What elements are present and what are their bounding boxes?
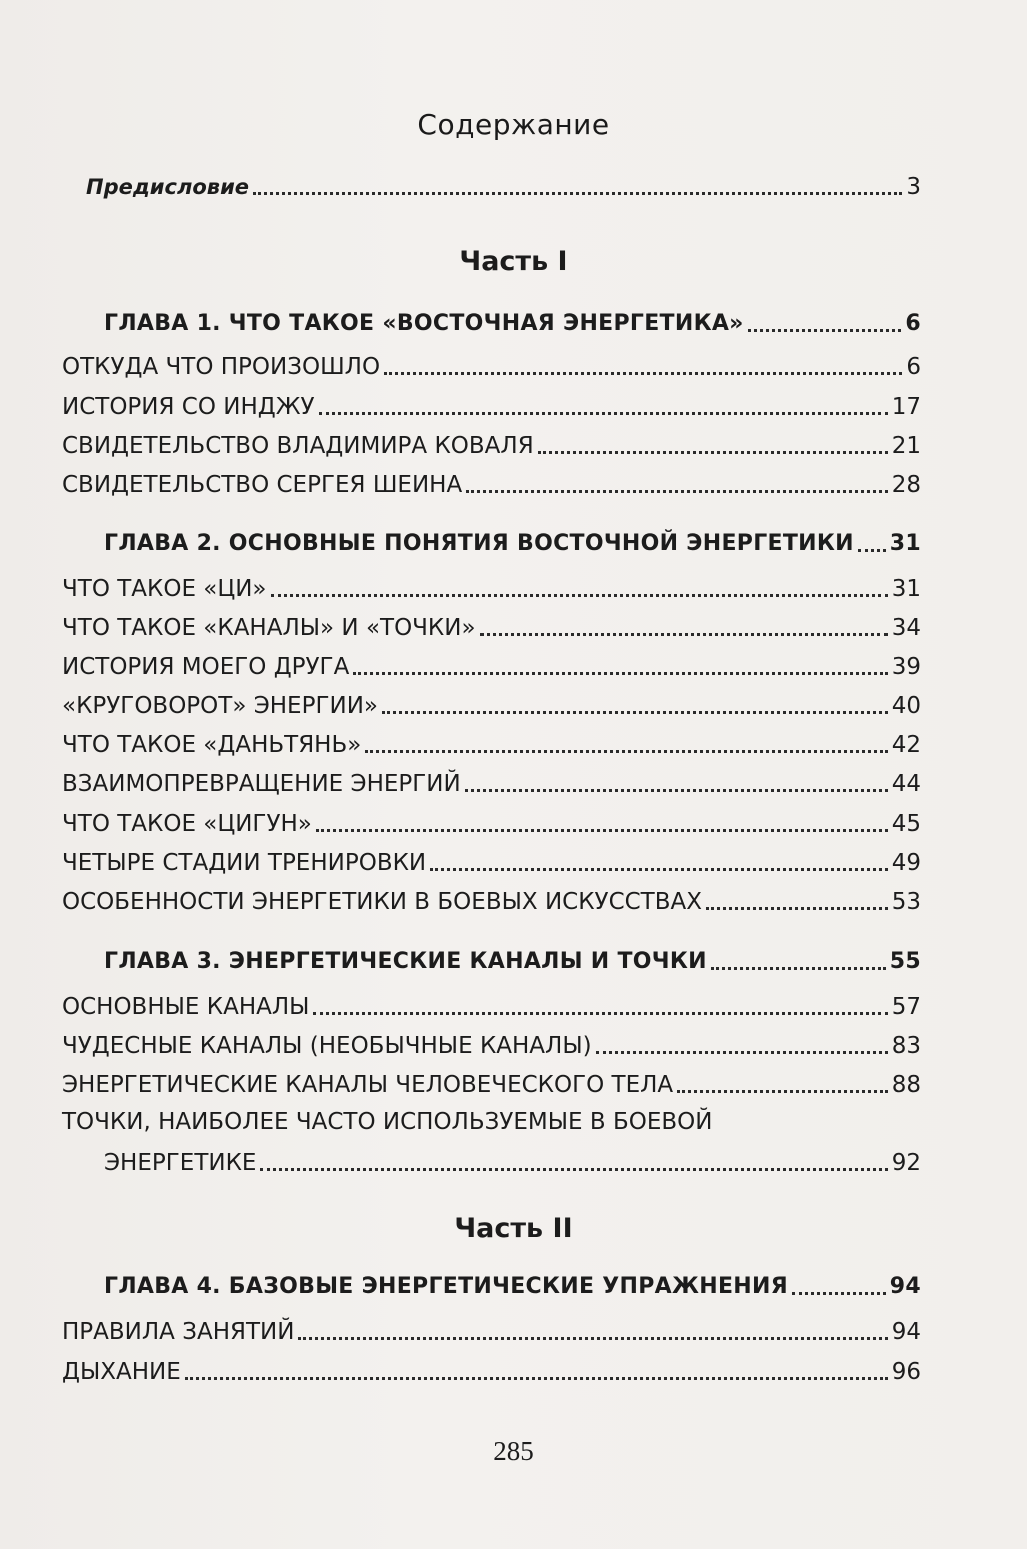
toc-entry-label: ЭНЕРГЕТИЧЕСКИЕ КАНАЛЫ ЧЕЛОВЕЧЕСКОГО ТЕЛА	[62, 1072, 674, 1098]
toc-page-number: 83	[891, 1033, 921, 1059]
toc-page-number: 28	[891, 472, 921, 498]
toc-page-number: 92	[891, 1150, 921, 1176]
toc-entry	[62, 431, 921, 461]
toc-entry-label: ВЗАИМОПРЕВРАЩЕНИЕ ЭНЕРГИЙ	[62, 771, 461, 797]
leader-dots	[748, 328, 902, 332]
toc-entry	[62, 1357, 921, 1387]
toc-entry-label: ИСТОРИЯ МОЕГО ДРУГА	[62, 654, 350, 680]
toc-page-number: 94	[891, 1319, 921, 1345]
toc-page-number: 57	[891, 994, 921, 1020]
toc-entry-label: СВИДЕТЕЛЬСТВО СЕРГЕЯ ШЕИНА	[62, 472, 463, 498]
toc-page-number: 94	[889, 1274, 921, 1299]
toc-entry	[62, 352, 921, 382]
toc-page-number: 42	[891, 732, 921, 758]
toc-entry-label-line1: ТОЧКИ, НАИБОЛЕЕ ЧАСТО ИСПОЛЬЗУЕМЫЕ В БОЕВОЙ	[62, 1109, 713, 1135]
leader-dots	[253, 191, 902, 195]
toc-entry-label: ЧТО ТАКОЕ «ДАНЬТЯНЬ»	[62, 732, 362, 758]
toc-page-number: 21	[891, 433, 921, 459]
toc-page-number: 31	[891, 576, 921, 602]
toc-chapter-2	[104, 529, 921, 559]
leader-dots	[706, 906, 888, 910]
leader-dots	[260, 1167, 887, 1171]
part-heading-2: Часть II	[454, 1213, 573, 1244]
toc-page-number: 17	[891, 394, 921, 420]
toc-page-number: 39	[891, 654, 921, 680]
leader-dots	[538, 450, 888, 454]
toc-page-number: 6	[905, 311, 921, 336]
leader-dots	[353, 671, 887, 675]
toc-entry-label: СВИДЕТЕЛЬСТВО ВЛАДИМИРА КОВАЛЯ	[62, 433, 534, 459]
toc-entry-label: ЧТО ТАКОЕ «КАНАЛЫ» И «ТОЧКИ»	[62, 615, 476, 641]
toc-page-number: 40	[891, 693, 921, 719]
leader-dots	[185, 1376, 888, 1380]
toc-page-number: 55	[889, 949, 921, 974]
leader-dots	[316, 828, 888, 832]
toc-chapter-1	[104, 309, 921, 339]
leader-dots	[313, 1011, 887, 1015]
toc-page-number: 44	[891, 771, 921, 797]
toc-entry-label: ОСНОВНЫЕ КАНАЛЫ	[62, 994, 310, 1020]
toc-entry-label: ЧУДЕСНЫЕ КАНАЛЫ (НЕОБЫЧНЫЕ КАНАЛЫ)	[62, 1033, 592, 1059]
toc-entry	[62, 887, 921, 917]
toc-entry	[62, 848, 921, 878]
leader-dots	[596, 1050, 888, 1054]
toc-entry	[62, 392, 921, 422]
toc-entry	[62, 769, 921, 799]
toc-entry-label: ДЫХАНИЕ	[62, 1359, 181, 1385]
toc-entry-label: ОТКУДА ЧТО ПРОИЗОШЛО	[62, 354, 381, 380]
leader-dots	[677, 1089, 888, 1093]
toc-entry	[62, 652, 921, 682]
toc-entry	[62, 1070, 921, 1100]
toc-entry	[62, 1317, 921, 1347]
toc-entry	[62, 691, 921, 721]
leader-dots	[466, 489, 888, 493]
toc-entry	[62, 470, 921, 500]
leader-dots	[271, 593, 888, 597]
toc-entry-label: «КРУГОВОРОТ» ЭНЕРГИИ»	[62, 693, 378, 719]
toc-entry	[62, 730, 921, 760]
leader-dots	[792, 1291, 886, 1295]
toc-chapter-4	[104, 1272, 921, 1302]
toc-page-number: 53	[891, 889, 921, 915]
toc-entry	[62, 613, 921, 643]
toc-entry-label: ГЛАВА 3. ЭНЕРГЕТИЧЕСКИЕ КАНАЛЫ И ТОЧКИ	[104, 949, 707, 974]
toc-page-number: 49	[891, 850, 921, 876]
toc-entry-label: ГЛАВА 2. ОСНОВНЫЕ ПОНЯТИЯ ВОСТОЧНОЙ ЭНЕРГЕТИКИ	[104, 531, 854, 556]
toc-entry	[62, 809, 921, 839]
leader-dots	[711, 966, 886, 970]
toc-entry-continued	[104, 1148, 921, 1178]
toc-entry-label: ОСОБЕННОСТИ ЭНЕРГЕТИКИ В БОЕВЫХ ИСКУССТВАХ	[62, 889, 703, 915]
toc-entry-label: ГЛАВА 4. БАЗОВЫЕ ЭНЕРГЕТИЧЕСКИЕ УПРАЖНЕНИЯ	[104, 1274, 788, 1299]
part-heading-1: Часть I	[459, 246, 568, 277]
leader-dots	[382, 710, 888, 714]
toc-entry-label: ПРАВИЛА ЗАНЯТИЙ	[62, 1319, 295, 1345]
toc-entry-label: Предисловие	[86, 175, 250, 199]
page-number-folio: 285	[493, 1436, 534, 1466]
leader-dots	[319, 411, 888, 415]
toc-page-number: 6	[906, 354, 921, 380]
leader-dots	[384, 371, 902, 375]
leader-dots	[480, 632, 888, 636]
leader-dots	[365, 749, 887, 753]
toc-page-number: 31	[889, 531, 921, 556]
toc-entry-preface	[86, 172, 921, 202]
leader-dots	[430, 867, 888, 871]
toc-entry-label: ЧТО ТАКОЕ «ЦИ»	[62, 576, 267, 602]
toc-page-number: 3	[906, 174, 921, 200]
leader-dots	[298, 1336, 887, 1340]
toc-title: Содержание	[417, 108, 610, 141]
toc-entry	[62, 1031, 921, 1061]
toc-entry	[62, 574, 921, 604]
toc-page-number: 45	[891, 811, 921, 837]
toc-page-number: 96	[891, 1359, 921, 1385]
leader-dots	[465, 788, 888, 792]
toc-entry-label-line2: ЭНЕРГЕТИКЕ	[104, 1150, 257, 1176]
toc-page-number: 34	[891, 615, 921, 641]
toc-entry-label: ИСТОРИЯ СО ИНДЖУ	[62, 394, 315, 420]
toc-entry	[62, 992, 921, 1022]
toc-entry-label: ГЛАВА 1. ЧТО ТАКОЕ «ВОСТОЧНАЯ ЭНЕРГЕТИКА»	[104, 311, 744, 336]
toc-chapter-3	[104, 947, 921, 977]
leader-dots	[858, 548, 886, 552]
toc-page-number: 88	[891, 1072, 921, 1098]
toc-entry-label: ЧЕТЫРЕ СТАДИИ ТРЕНИРОВКИ	[62, 850, 427, 876]
toc-entry-label: ЧТО ТАКОЕ «ЦИГУН»	[62, 811, 312, 837]
